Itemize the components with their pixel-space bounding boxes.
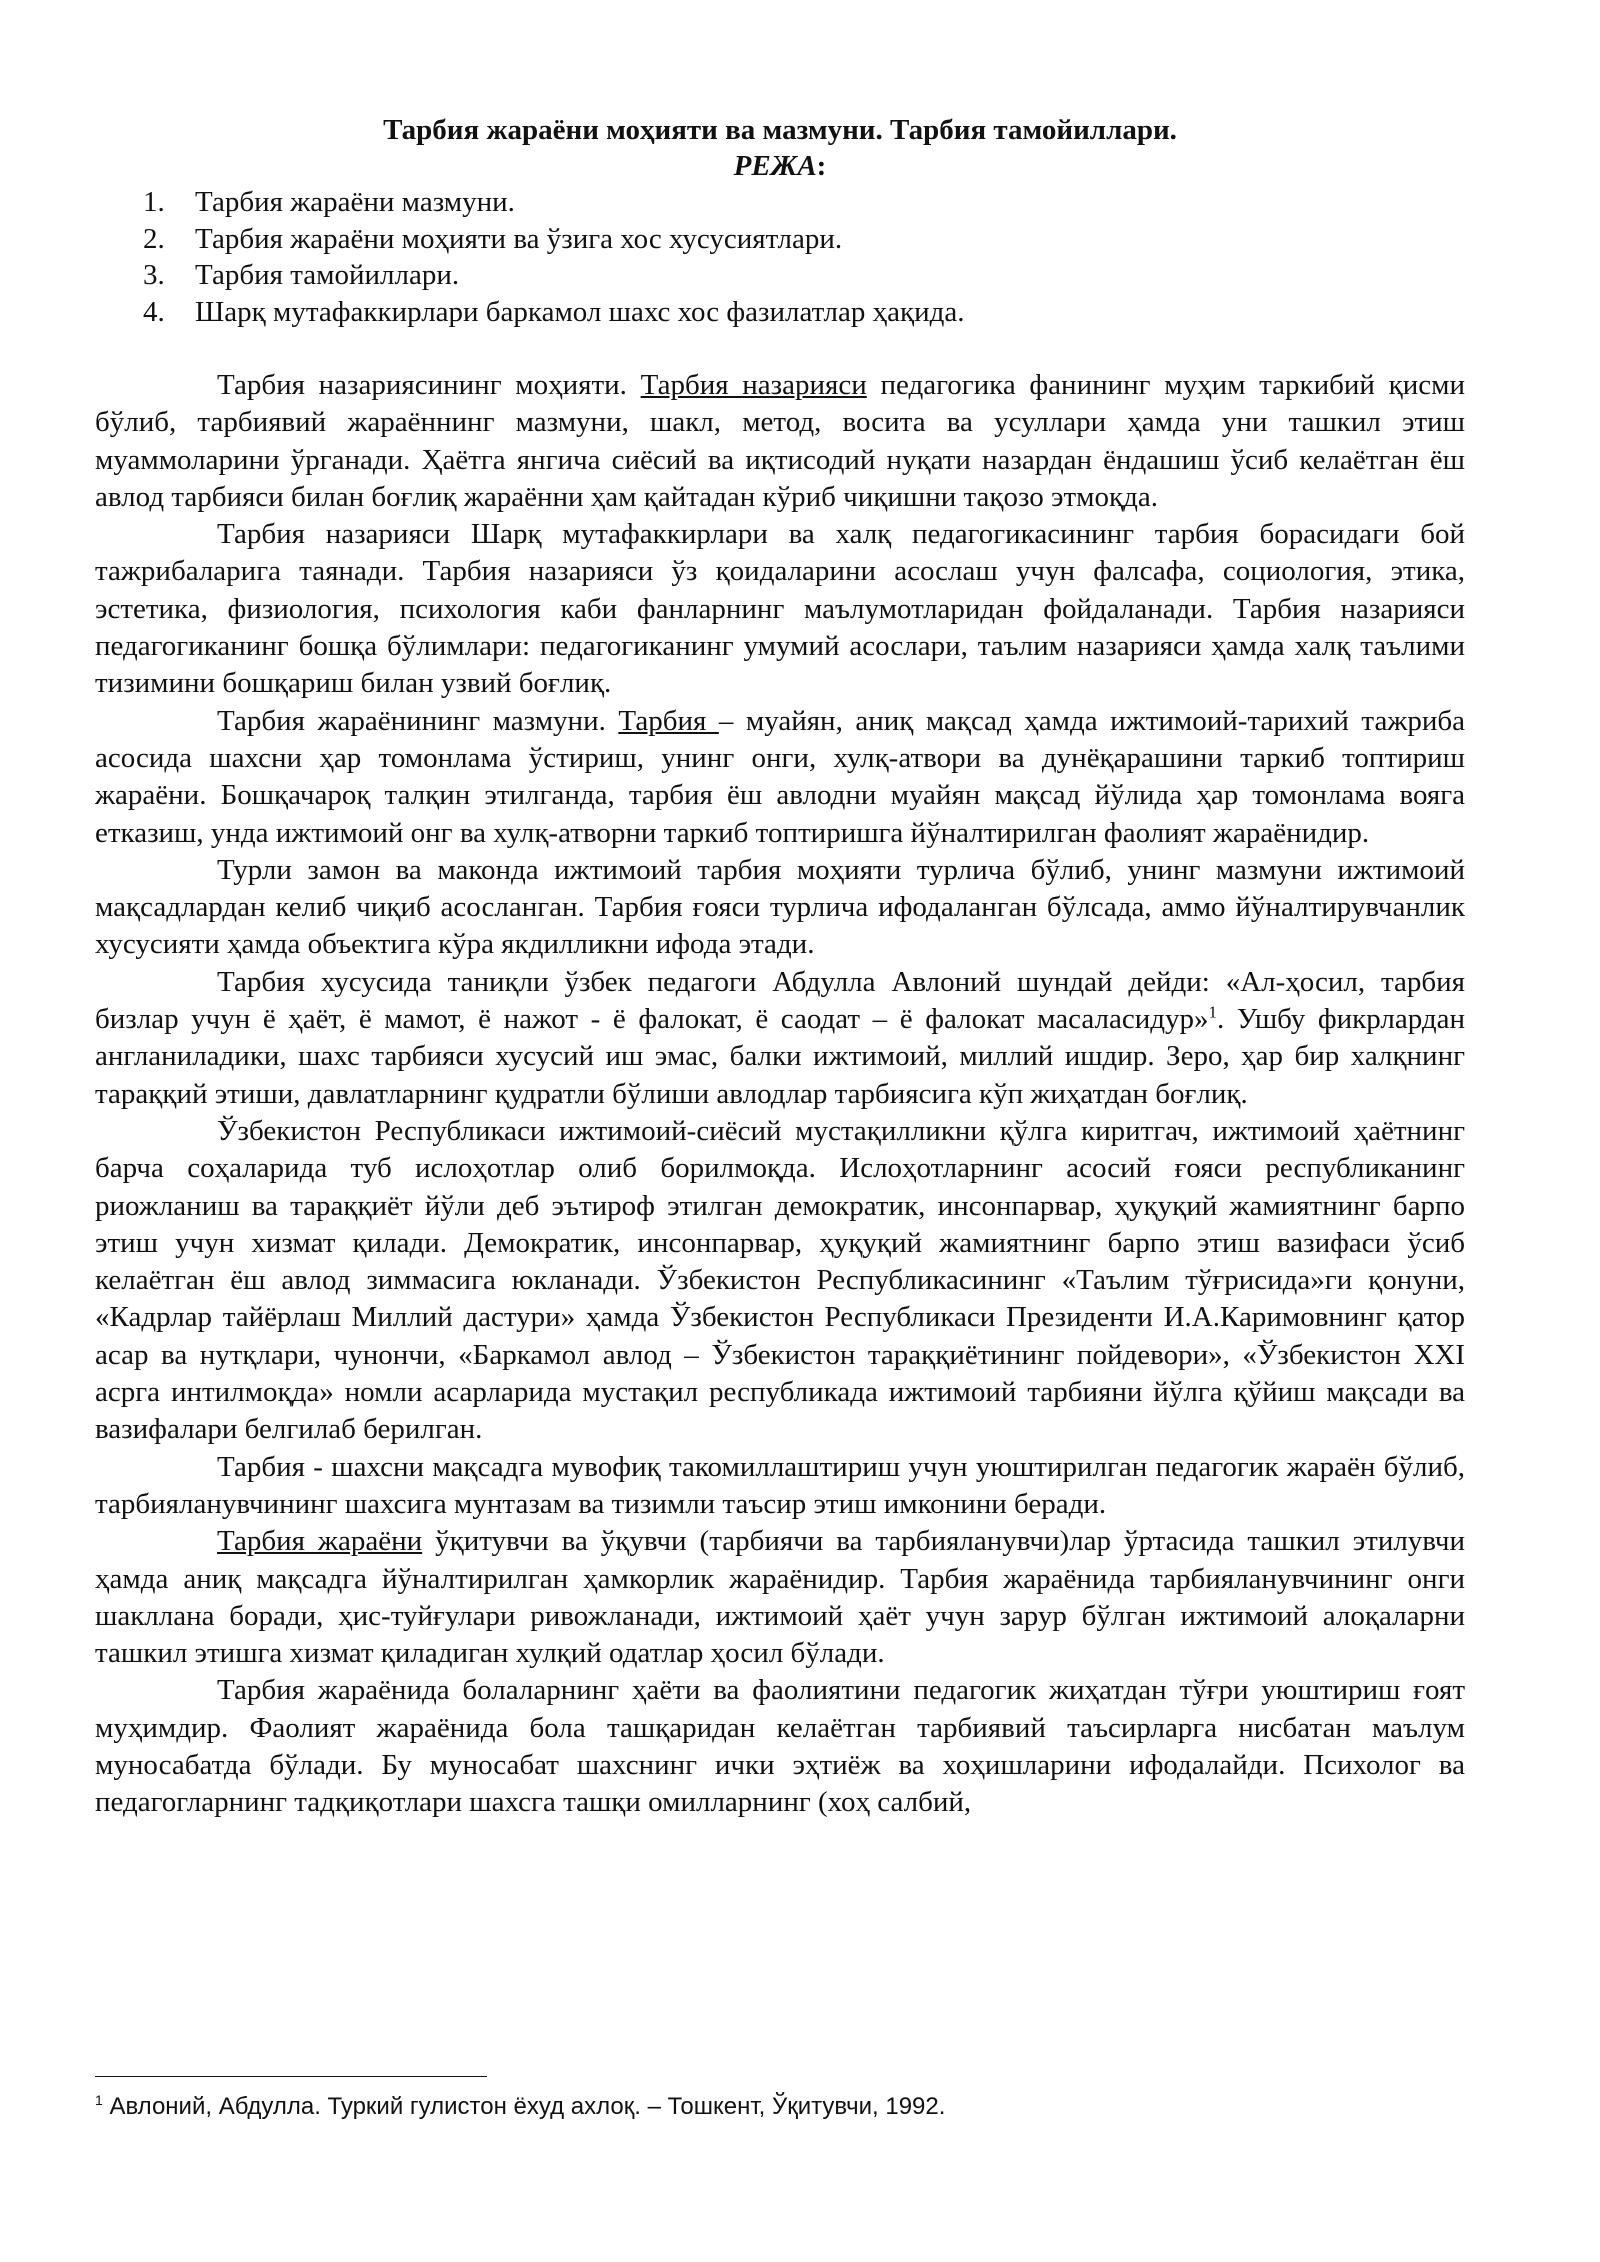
underlined-term: Тарбия назарияси xyxy=(640,369,867,401)
plan-item xyxy=(95,221,1465,258)
footnote-mark: 1 xyxy=(95,2092,103,2108)
paragraph-text: – муайян, аниқ мақсад ҳамда ижтимоий-тарихий тажриба асосида шахсни ҳар томонлама ўстириш, унинг онги, хулқ-атвори ва дунёқарашини таркиб топтириш жараёни. Бошқачароқ талқин этилганда, тарбия ёш авлодни муайян мақсад йўлида ҳар томонлама вояга етказиш, унда ижтимоий онг ва хулқ-атворни таркиб топтиришга йўналтирилган фаолият жараёнидир. xyxy=(95,704,1465,849)
paragraph-text: педагогика фанининг муҳим таркибий қисми бўлиб, тарбиявий жараённинг мазмуни, шакл, метод, восита ва усуллари ҳамда уни ташкил этиш муаммоларини ўрганади. Ҳаётга янгича сиёсий ва иқтисодий нуқати назардан ёндашиш ўсиб келаётган ёш авлод тарбияси билан боғлиқ жараённи ҳам қайтадан кўриб чиқишни тақозо этмоқда. xyxy=(95,369,1465,513)
plan-item xyxy=(95,294,1465,331)
footnote-text: Авлоний, Абдулла. Туркий гулистон ёхуд ахлоқ. – Тошкент, Ўқитувчи, 1992. xyxy=(102,2093,946,2120)
paragraph-text: ўқитувчи ва ўқувчи (тарбиячи ва тарбияланувчи)лар ўртасида ташкил этилувчи ҳамда аниқ мақсадга йўналтирилган ҳамкорлик жараёнидир. Тарбия жараёнида тарбияланувчининг онги шакллана боради, ҳис-туйғулари ривожланади, ижтимоий ҳаёт учун зарур бўлган ижтимоий алоқаларни ташкил этишга хизмат қиладиган хулқий одатлар ҳосил бўлади. xyxy=(95,1525,1466,1670)
footnote-reference[interactable]: 1 xyxy=(1208,1002,1217,1022)
body-text xyxy=(95,367,1465,1822)
plan-item-number: 3. xyxy=(143,259,165,291)
paragraph: Турли замон ва маконда ижтимоий тарбия моҳияти турлича бўлиб, унинг мазмуни ижтимоий мақсадлардан келиб чиқиб асосланган. Тарбия ғояси турлича ифодаланган бўлсада, аммо йўналтирувчанлик хусусияти ҳамда объектига кўра якдилликни ифода этади. xyxy=(95,853,1465,961)
footnote-separator xyxy=(95,2076,487,2077)
paragraph-lead: Тарбия жараёнининг мазмуни. xyxy=(217,704,619,737)
paragraph-text: Тарбия хусусида таниқли ўзбек педагоги Абдулла Авлоний шундай дейди: «Ал-ҳосил, тарбия бизлар учун ё ҳаёт, ё мамот, ё нажот - ё фалокат, ё саодат – ё фалокат масаласидур» xyxy=(95,965,1465,1036)
paragraph xyxy=(95,1523,1465,1672)
paragraph-text: . Ушбу фикрлардан англаниладики, шахс тарбияси хусусий иш эмас, балки ижтимоий, миллий ишдир. Зеро, ҳар бир халқнинг тараққий этиши, давлатларнинг қудратли бўлиши авлодлар тарбиясига кўп жиҳатдан боғлиқ. xyxy=(95,1003,1465,1110)
paragraph xyxy=(95,367,1465,516)
paragraph-lead: Тарбия назариясининг моҳияти. xyxy=(217,369,641,401)
underlined-term: Тарбия xyxy=(618,704,719,737)
plan-heading-colon: : xyxy=(816,150,827,182)
plan-list xyxy=(95,184,1465,330)
paragraph xyxy=(95,964,1465,1113)
plan-item xyxy=(95,257,1465,294)
paragraph: Ўзбекистон Республикаси ижтимоий-сиёсий мустақилликни қўлга киритгач, ижтимоий ҳаётнинг барча соҳаларида туб ислоҳотлар олиб борилмоқда. Ислоҳотларнинг асосий ғояси республиканинг риожланиш ва тараққиёт йўли деб эътироф этилган демократик, инсонпарвар, ҳуқуқий жамиятнинг барпо этиш учун хизмат қилади. Демократик, инсонпарвар, ҳуқуқий жамиятнинг барпо этиш вазифаси ўсиб келаётган ёш авлод зиммасига юкланади. Ўзбекистон Республикасининг «Таълим тўғрисида»ги қонуни, «Кадрлар тайёрлаш Миллий дастури» ҳамда Ўзбекистон Республикаси Президенти И.А.Каримовнинг қатор асар ва нутқлари, чунончи, «Баркамол авлод – Ўзбекистон тараққиётининг пойдевори», «Ўзбекистон XXI асрга интилмоқда» номли асарларида мустақил республикада ижтимоий тарбияни йўлга қўйиш мақсади ва вазифалари белгилаб берилган. xyxy=(95,1114,1465,1446)
plan-item-number: 4. xyxy=(143,295,165,328)
plan-item-text: Тарбия тамойиллари. xyxy=(195,259,460,291)
footnote xyxy=(95,2092,945,2122)
paragraph: Тарбия - шахсни мақсадга мувофиқ такомиллаштириш учун уюштирилган педагогик жараён бўлиб, тарбияланувчининг шахсига мунтазам ва тизимли таъсир этиш имконини беради. xyxy=(95,1450,1465,1520)
plan-heading-label: РЕЖА xyxy=(733,150,817,182)
document-page xyxy=(95,112,1465,1822)
plan-item-number: 1. xyxy=(143,186,165,218)
plan-item xyxy=(95,184,1465,221)
paragraph: Тарбия жараёнида болаларнинг ҳаёти ва фаолиятини педагогик жиҳатдан тўғри уюштириш ғоят муҳимдир. Фаолият жараёнида бола ташқаридан келаётган тарбиявий таъсирларга нисбатан маълум муносабатда бўлади. Бу муносабат шахснинг ички эҳтиёж ва хоҳишларини ифодалайди. Психолог ва педагогларнинг тадқиқотлари шахсга ташқи омилларнинг (хоҳ салбий, xyxy=(95,1674,1465,1819)
plan-item-number: 2. xyxy=(143,222,165,255)
underlined-term: Тарбия жараёни xyxy=(217,1525,423,1558)
plan-item-text: Шарқ мутафаккирлари баркамол шахс хос фазилатлар ҳақида. xyxy=(195,295,965,328)
plan-item-text: Тарбия жараёни мазмуни. xyxy=(195,186,515,218)
plan-heading xyxy=(95,148,1465,184)
paragraph: Тарбия назарияси Шарқ мутафаккирлари ва халқ педагогикасининг тарбия борасидаги бой тажрибаларига таянади. Тарбия назарияси ўз қоидаларини асослаш учун фалсафа, социология, этика, эстетика, физиология, психология каби фанларнинг маълумотларидан фойдаланади. Тарбия назарияси педагогиканинг бошқа бўлимлари: педагогиканинг умумий асослари, таълим назарияси ҳамда халқ таълими тизимини бошқариш билан узвий боғлиқ. xyxy=(95,518,1465,700)
document-title: Тарбия жараёни моҳияти ва мазмуни. Тарбия тамойиллари. xyxy=(383,114,1177,146)
plan-item-text: Тарбия жараёни моҳияти ва ўзига хос хусусиятлари. xyxy=(195,222,843,255)
paragraph xyxy=(95,703,1465,852)
